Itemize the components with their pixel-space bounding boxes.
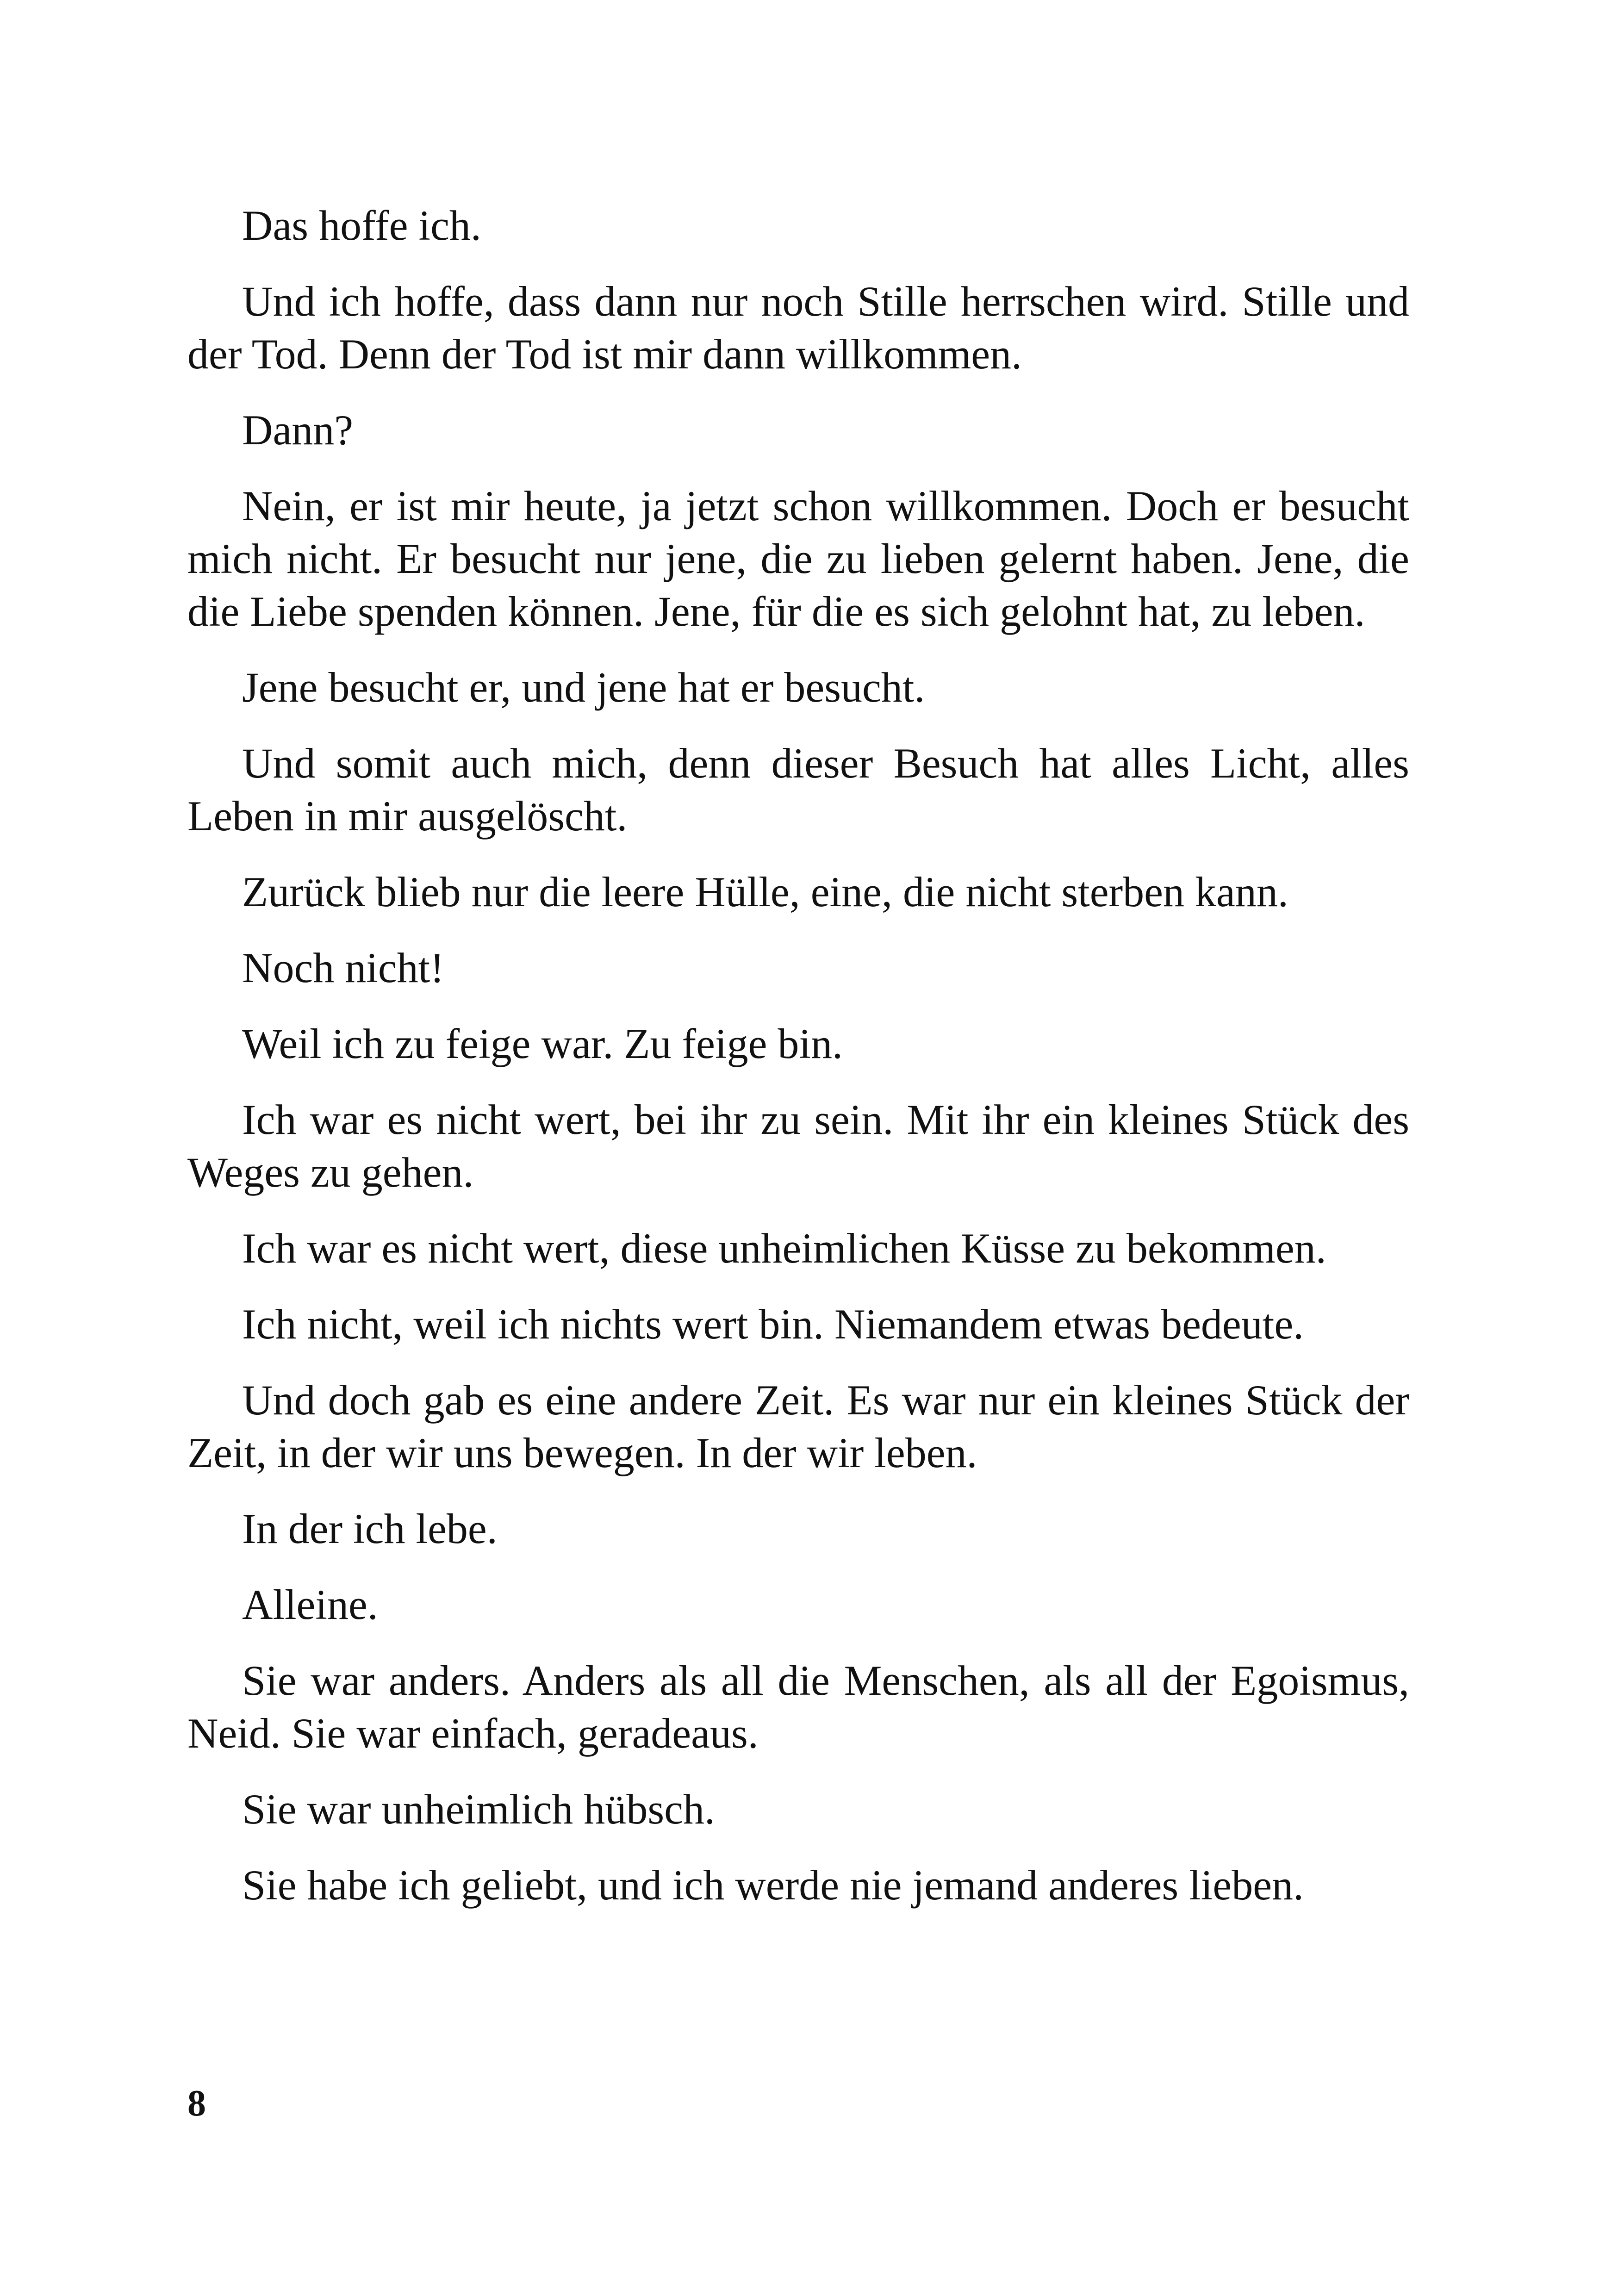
paragraph: In der ich lebe.	[242, 1505, 498, 1552]
paragraph: Alleine.	[242, 1581, 378, 1628]
paragraph: Nein, er ist mir heute, ja jetzt schon willkommen. Doch er besucht mich nicht. Er besucht nur jene, die zu lieben gelernt haben. Jene, die die Liebe spenden können. Jene, für die es sich gelohnt hat, zu leben.	[187, 482, 1409, 635]
paragraph: Zurück blieb nur die leere Hülle, eine, die nicht sterben kann.	[242, 868, 1288, 915]
paragraph: Und doch gab es eine andere Zeit. Es war nur ein kleines Stück der Zeit, in der wir uns bewegen. In der wir leben.	[187, 1376, 1409, 1476]
paragraph: Sie war anders. Anders als all die Menschen, als all der Egoismus, Neid. Sie war einfach, geradeaus.	[187, 1657, 1409, 1757]
paragraph: Ich war es nicht wert, diese unheimlichen Küsse zu bekommen.	[242, 1225, 1326, 1272]
paragraph: Jene besucht er, und jene hat er besucht.	[242, 664, 925, 711]
paragraph: Sie war unheimlich hübsch.	[242, 1786, 716, 1833]
paragraph: Ich war es nicht wert, bei ihr zu sein. Mit ihr ein kleines Stück des Weges zu gehen.	[187, 1096, 1409, 1196]
body-text	[187, 199, 1409, 1935]
page-number: 8	[187, 2083, 206, 2124]
paragraph: Und ich hoffe, dass dann nur noch Stille herrschen wird. Stille und der Tod. Denn der Tod ist mir dann willkommen.	[187, 278, 1409, 378]
paragraph: Weil ich zu feige war. Zu feige bin.	[242, 1020, 843, 1067]
paragraph: Dann?	[242, 406, 354, 454]
paragraph: Das hoffe ich.	[242, 202, 481, 249]
paragraph: Und somit auch mich, denn dieser Besuch hat alles Licht, alles Leben in mir ausgelöscht.	[187, 740, 1409, 840]
paragraph: Sie habe ich geliebt, und ich werde nie jemand anderes lieben.	[242, 1861, 1304, 1909]
paragraph: Noch nicht!	[242, 944, 444, 991]
paragraph: Ich nicht, weil ich nichts wert bin. Niemandem etwas bedeute.	[242, 1300, 1304, 1348]
